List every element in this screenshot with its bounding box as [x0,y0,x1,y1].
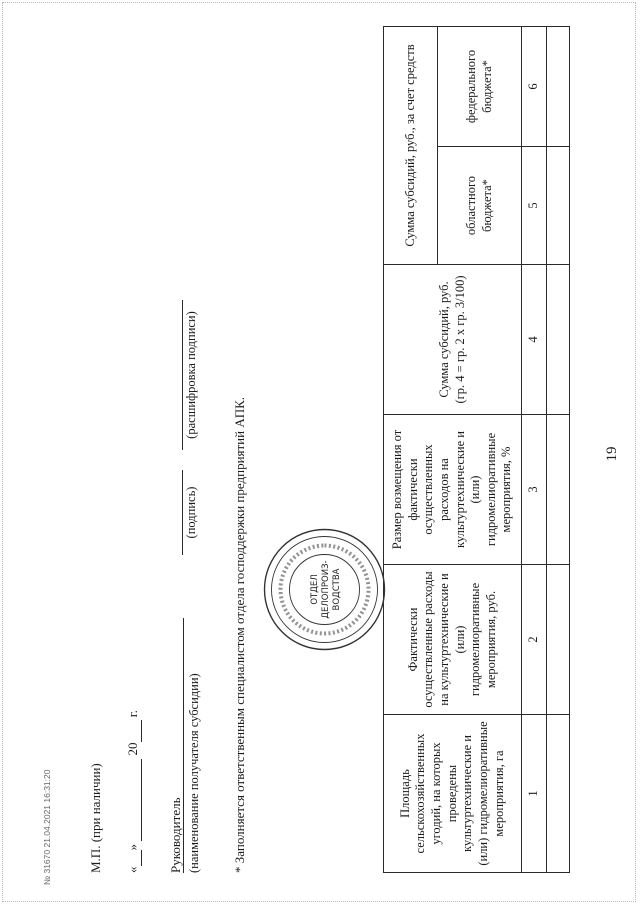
date-year-line [125,721,142,743]
header-cell-actual-costs: Фактически осуществленные расходы на культуртехнические и (или) гидромелиоративные мероприятия, руб. [384,565,522,715]
header-cell-reimbursement-rate: Размер возмещения от фактически осуществленных расходов на культуртехнические и (или) гидромелиоративные мероприятия, % [384,415,522,565]
subheader-cell-regional-budget: областного бюджета* [438,147,522,265]
table-cell-empty [546,715,569,873]
column-number-cell: 1 [522,715,547,873]
scan-registration-mark: № 31670 21.04.2021 16:31:20 [42,769,52,885]
seal-note: М.П. (при наличии) [88,763,103,873]
header-cell-area: Площадь сельскохозяйственных угодий, на которых проведены культуртехнические и (или) гидромелиоративные мероприятия, га [384,715,522,873]
stamp-center-line-2: ДЕЛОПРОИЗ- [321,560,331,619]
decoding-line [168,300,183,450]
head-label: Руководитель [168,797,183,873]
subsidy-calculation-table [383,26,570,873]
decoding-field: (расшифровка подписи) [168,300,199,450]
table-cell-empty [546,26,569,146]
column-number-cell: 5 [522,147,547,265]
column-number-cell: 2 [522,565,547,715]
column-number-cell: 3 [522,415,547,565]
stamp-center-line-3: ВОДСТВА [332,568,342,611]
header-cell-subsidy-source: Сумма субсидий, руб., за счет средств [384,26,438,264]
stamp-center-line-1: ОТДЕЛ [310,574,320,605]
recipient-name-line [183,618,184,873]
header-cell-subsidy-sum: Сумма субсидий, руб. (гр. 4 = гр. 2 x гр. 3/100) [384,265,522,415]
table-cell-empty [546,565,569,715]
table-cell-empty [546,265,569,415]
table-column-number-row [522,26,547,872]
recipient-caption: (наименование получателя субсидии) [183,618,202,873]
page-number: 19 [604,446,620,462]
table-cell-empty [546,147,569,265]
subheader-cell-federal-budget: федерального бюджета* [438,26,522,146]
signature-field: (подпись) [168,470,199,555]
footnote: * Заполняется ответственным специалистом отдела господдержки предприятий АПК. [232,396,247,873]
round-stamp [262,527,387,652]
table-row-empty [546,26,569,872]
table-header-row [384,26,438,872]
date-line: « » 20 г. [125,710,140,873]
date-month-line [125,759,142,841]
column-number-cell: 4 [522,265,547,415]
signature-line [168,470,183,555]
table-cell-empty [546,415,569,565]
column-number-cell: 6 [522,26,547,146]
